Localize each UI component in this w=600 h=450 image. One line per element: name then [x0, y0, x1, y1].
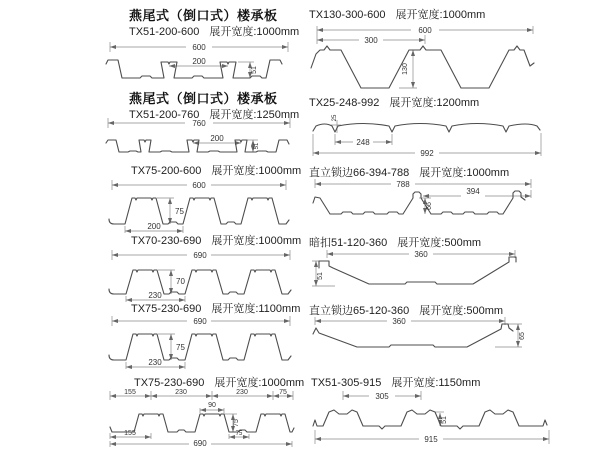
- dim-overall: 600: [418, 26, 432, 35]
- model-code: TX70-230-690: [131, 235, 202, 247]
- dim-overall: 600: [192, 181, 206, 190]
- expanded-width: 展开宽度:1000mm: [211, 165, 302, 177]
- model-line: [129, 23, 299, 39]
- model-code: 暗扣51-120-360: [309, 237, 388, 249]
- dim-overall: 690: [193, 439, 207, 448]
- dim-top-d: 75: [279, 389, 287, 396]
- dim-top-c: 230: [236, 389, 248, 396]
- dim-overall: 600: [192, 43, 206, 52]
- dim-pitch: 200: [192, 57, 206, 66]
- section-heading: 燕尾式（倒口式）楼承板: [129, 91, 278, 106]
- expanded-width: 展开宽度:1000mm: [419, 167, 510, 179]
- dim-pitch: 394: [466, 187, 480, 196]
- dim-pitch: 230: [148, 291, 162, 300]
- dim-bottom-b: 75: [235, 431, 243, 437]
- expanded-width: 展开宽度:500mm: [397, 237, 482, 249]
- profile-outline: [313, 191, 525, 214]
- profile-drawing-tx25-248-992: [305, 106, 565, 160]
- dim-overall: 690: [193, 251, 207, 260]
- profile-outline: [109, 270, 291, 294]
- dim-crest: 90: [208, 402, 216, 409]
- profile-outline: [313, 324, 513, 347]
- profile-outline: [313, 124, 540, 133]
- dim-height: 51: [254, 142, 260, 150]
- dim-overall: 760: [192, 119, 206, 128]
- profile-drawing-tx75-230-690-1100: [100, 312, 295, 370]
- profile-drawing-tx130-300-600: [303, 22, 565, 94]
- model-code: TX25-248-992: [309, 97, 380, 109]
- profile-drawing-standing-seam-65: [305, 314, 565, 362]
- dim-overall: 992: [420, 149, 434, 158]
- profile-drawing-tx75-230-690-1000: [100, 386, 300, 448]
- dim-height: 66: [426, 202, 433, 210]
- profile-outline: [110, 414, 294, 432]
- dim-height: 70: [176, 277, 185, 286]
- dim-pitch: 200: [147, 222, 161, 231]
- model-code: TX51-305-915: [311, 377, 382, 389]
- dim-height: 75: [175, 207, 184, 216]
- dim-height: 51: [251, 66, 258, 74]
- dim-pitch: 200: [210, 134, 224, 143]
- expanded-width: 展开宽度:1000mm: [395, 9, 486, 21]
- profile-drawing-tx75-200-600: [100, 176, 295, 234]
- profile-drawing-tx51-200-600: [100, 38, 295, 84]
- expanded-width: 展开宽度:1200mm: [389, 97, 480, 109]
- model-code: TX75-230-690: [131, 303, 202, 315]
- dim-bottom-a: 155: [124, 430, 136, 437]
- expanded-width: 展开宽度:1150mm: [391, 377, 481, 389]
- profile-outline: [313, 410, 547, 429]
- dimension-lines: [317, 26, 533, 88]
- dim-overall: 915: [424, 435, 438, 444]
- expanded-width: 展开宽度:1000mm: [214, 377, 305, 389]
- profile-outline: [109, 198, 289, 224]
- dim-overall: 690: [193, 317, 207, 326]
- profile-drawing-tx51-200-760: [100, 114, 295, 158]
- dim-overall: 360: [414, 250, 428, 259]
- profile-drawing-tx51-305-915: [303, 386, 565, 448]
- model-code: 直立锁边66-394-788: [309, 167, 410, 179]
- expanded-width: 展开宽度:1100mm: [211, 303, 301, 315]
- expanded-width: 展开宽度:500mm: [419, 305, 504, 317]
- dim-pitch: 300: [364, 36, 378, 45]
- profile-drawing-standing-seam-66: [305, 176, 565, 228]
- dim-top-b: 230: [175, 389, 187, 396]
- model-code: 直立锁边65-120-360: [309, 305, 410, 317]
- dim-overall: 360: [392, 317, 406, 326]
- dim-height: 65: [519, 332, 526, 340]
- dim-height: 75: [176, 343, 185, 352]
- dim-pitch: 305: [375, 392, 389, 401]
- dimension-lines: [315, 179, 531, 214]
- model-code: TX130-300-600: [309, 9, 386, 21]
- dim-height: 75: [233, 419, 240, 427]
- profile-outline: [106, 140, 289, 152]
- model-code: TX51-200-760: [129, 109, 200, 121]
- dim-pitch: 248: [356, 138, 370, 147]
- profile-outline: [319, 257, 516, 284]
- profile-drawing-tx70-230-690: [100, 246, 295, 302]
- dim-pitch: 230: [148, 358, 162, 367]
- dim-overall: 788: [396, 180, 410, 189]
- model-code: TX75-230-690: [134, 377, 205, 389]
- profile-drawing-concealed-clip-51: [305, 246, 565, 298]
- dim-top-a: 155: [124, 389, 136, 396]
- model-code: TX75-200-600: [131, 165, 202, 177]
- dim-height: 25: [332, 114, 338, 122]
- model-line: [309, 6, 485, 22]
- expanded-width: 展开宽度:1250mm: [209, 109, 300, 121]
- dim-height: 51: [317, 272, 324, 280]
- expanded-width: 展开宽度:1000mm: [211, 235, 302, 247]
- dim-height: 51: [441, 416, 448, 424]
- profile-outline: [311, 46, 534, 88]
- section-heading: 燕尾式（倒口式）楼承板: [129, 8, 278, 23]
- dim-height: 130: [402, 63, 409, 75]
- expanded-width: 展开宽度:1000mm: [209, 26, 300, 38]
- profile-outline: [109, 334, 291, 360]
- model-code: TX51-200-600: [129, 26, 200, 38]
